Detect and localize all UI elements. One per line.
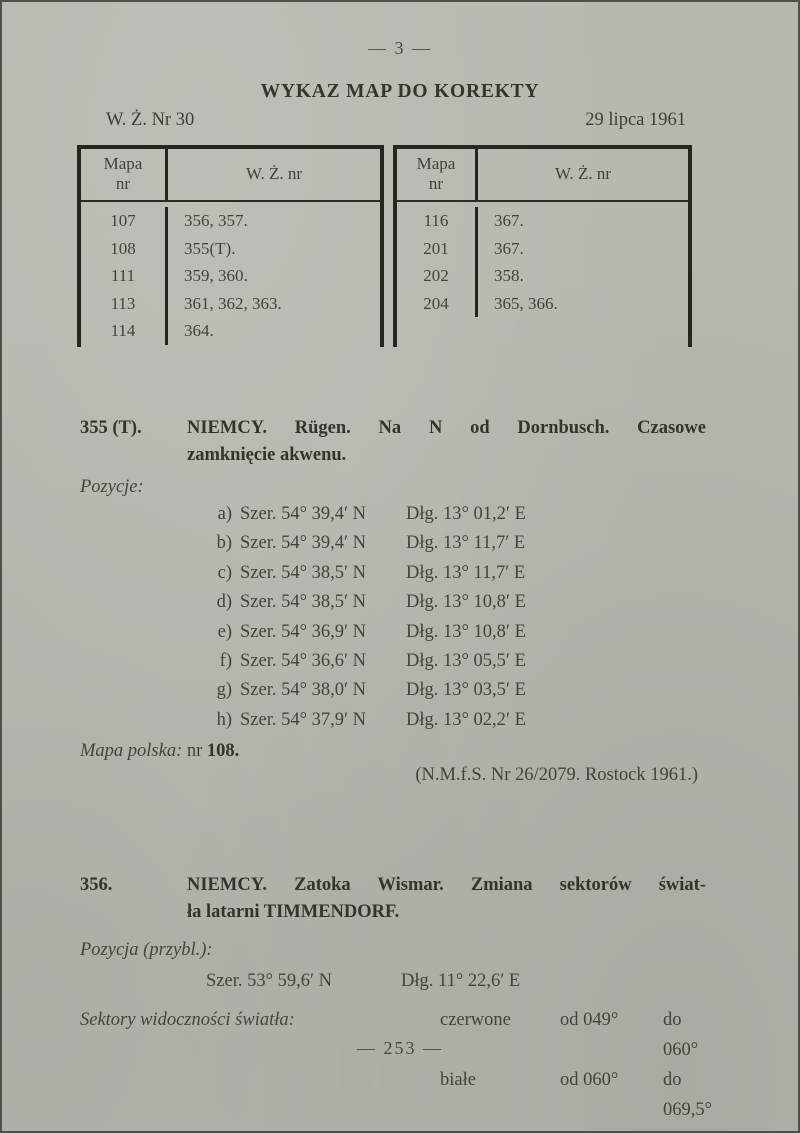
- table-header-row: [81, 149, 380, 202]
- page-number-bottom: — 253 —: [357, 1038, 443, 1058]
- sector-color: czerwone: [440, 1010, 511, 1031]
- sector-to: do 060°: [663, 1010, 699, 1061]
- notice-355-heading: [80, 415, 706, 469]
- position-letter: b): [216, 533, 232, 554]
- cell-mapa: 114: [110, 321, 136, 340]
- table-body: [81, 202, 380, 347]
- position-letter: f): [219, 651, 232, 672]
- map-correction-tables: [77, 145, 692, 347]
- notice-title-line: ła latarni TIMMENDORF.: [187, 902, 400, 923]
- cell-wz: 359, 360.: [165, 262, 380, 290]
- position-row: [206, 618, 706, 647]
- sector-from: od 049°: [560, 1010, 619, 1031]
- cell-wz: 365, 366.: [475, 290, 688, 318]
- position-latitude: Szer. 54° 38,0′ N: [240, 680, 367, 701]
- polish-map-label: Mapa polska:: [80, 741, 183, 762]
- position-letter: a): [217, 504, 232, 524]
- column-header-mapa-nr: Mapa nr: [103, 154, 143, 193]
- sector-from: od 060°: [560, 1070, 619, 1091]
- position-row: [206, 500, 706, 529]
- position-row: [206, 559, 706, 588]
- position-latitude: Szer. 54° 36,6′ N: [240, 651, 367, 672]
- position-longitude: Dłg. 13° 03,5′ E: [406, 680, 526, 701]
- table-header-row: [397, 149, 688, 202]
- notice-356-heading: [80, 872, 706, 926]
- sectors-label: Sektory widoczności światła:: [80, 1010, 295, 1031]
- notice-title-line: NIEMCY. Zatoka Wismar. Zmiana sektorów świat-: [187, 875, 706, 896]
- column-header-wz-nr: W. Ż. nr: [475, 149, 688, 200]
- position-latitude: Szer. 53° 59,6′ N: [206, 971, 333, 992]
- table-body: [397, 202, 688, 347]
- position-latitude: Szer. 54° 38,5′ N: [240, 592, 367, 613]
- cell-mapa: 108: [110, 238, 136, 258]
- cell-wz: 356, 357.: [165, 207, 380, 235]
- position-row: [206, 706, 706, 735]
- position-latitude: Szer. 54° 39,4′ N: [240, 533, 367, 554]
- position-letter: c): [217, 562, 232, 583]
- notice-number: 356.: [80, 875, 113, 896]
- notice-title-line: zamknięcie akwenu.: [187, 445, 347, 465]
- page-number-top: — 3 —: [368, 38, 432, 58]
- issue-row: [106, 110, 686, 131]
- position-coordinates: [206, 967, 706, 995]
- notice-title: [187, 415, 706, 469]
- cell-mapa: 201: [423, 238, 449, 258]
- cell-mapa: 204: [423, 293, 449, 313]
- document-title: WYKAZ MAP DO KOREKTY: [260, 81, 540, 102]
- cell-wz: 358.: [475, 262, 688, 290]
- position-row: [206, 588, 706, 617]
- position-row: [206, 676, 706, 705]
- maps-table-left: [77, 145, 384, 347]
- cell-mapa: 113: [110, 293, 136, 313]
- position-longitude: Dłg. 13° 11,7′ E: [406, 562, 526, 583]
- position-longitude: Dłg. 11° 22,6′ E: [401, 971, 521, 992]
- position-row: [206, 647, 706, 676]
- position-latitude: Szer. 54° 36,9′ N: [240, 621, 367, 642]
- position-longitude: Dłg. 13° 10,8′ E: [406, 621, 526, 642]
- position-letter: g): [216, 680, 232, 701]
- cell-wz: 367.: [475, 235, 688, 263]
- cell-mapa: 116: [423, 211, 449, 230]
- notice-title-line: NIEMCY. Rügen. Na N od Dornbusch. Czasowe: [187, 418, 706, 438]
- cell-wz: 355(T).: [165, 235, 380, 263]
- issue-date: 29 lipca 1961: [585, 110, 686, 130]
- issue-number: W. Ż. Nr 30: [106, 110, 195, 130]
- positions-label: Pozycje:: [80, 477, 144, 497]
- notice-title: [187, 872, 706, 926]
- column-header-mapa-nr: Mapa nr: [416, 154, 456, 193]
- position-latitude: Szer. 54° 37,9′ N: [240, 709, 367, 730]
- position-letter: d): [216, 592, 232, 613]
- polish-map-mid: nr: [182, 741, 207, 762]
- positions-list: [206, 500, 706, 735]
- position-row: [206, 529, 706, 558]
- position-latitude: Szer. 54° 39,4′ N: [240, 504, 367, 524]
- maps-table-right: [393, 145, 692, 347]
- position-longitude: Dłg. 13° 11,7′ E: [406, 533, 526, 554]
- position-longitude: Dłg. 13° 01,2′ E: [406, 504, 526, 524]
- position-longitude: Dłg. 13° 02,2′ E: [406, 709, 526, 730]
- position-letter: h): [216, 709, 232, 730]
- light-sectors: [80, 1005, 713, 1125]
- position-longitude: Dłg. 13° 10,8′ E: [406, 592, 526, 613]
- cell-wz: 367.: [475, 207, 688, 235]
- notice-356: [80, 872, 713, 1125]
- cell-mapa: 111: [110, 266, 136, 285]
- position-longitude: Dłg. 13° 05,5′ E: [406, 651, 526, 672]
- sector-to: do 069,5°: [663, 1070, 713, 1121]
- sectors-label-spacer: [80, 1065, 440, 1125]
- position-label: Pozycja (przybl.):: [80, 940, 213, 961]
- cell-wz: 361, 362, 363.: [165, 290, 380, 318]
- sector-color: białe: [440, 1070, 476, 1091]
- position-letter: e): [217, 621, 232, 642]
- cell-mapa: 107: [110, 211, 136, 230]
- polish-map-number: 108.: [206, 741, 240, 762]
- notice-355: [80, 415, 706, 786]
- polish-map-reference: [80, 741, 706, 762]
- position-latitude: Szer. 54° 38,5′ N: [240, 562, 367, 583]
- column-header-wz-nr: W. Ż. nr: [165, 149, 380, 200]
- cell-wz: 364.: [165, 317, 380, 345]
- cell-mapa: 202: [423, 266, 449, 285]
- notice-number: 355 (T).: [80, 418, 142, 438]
- source-reference: (N.M.f.S. Nr 26/2079. Rostock 1961.): [415, 765, 698, 786]
